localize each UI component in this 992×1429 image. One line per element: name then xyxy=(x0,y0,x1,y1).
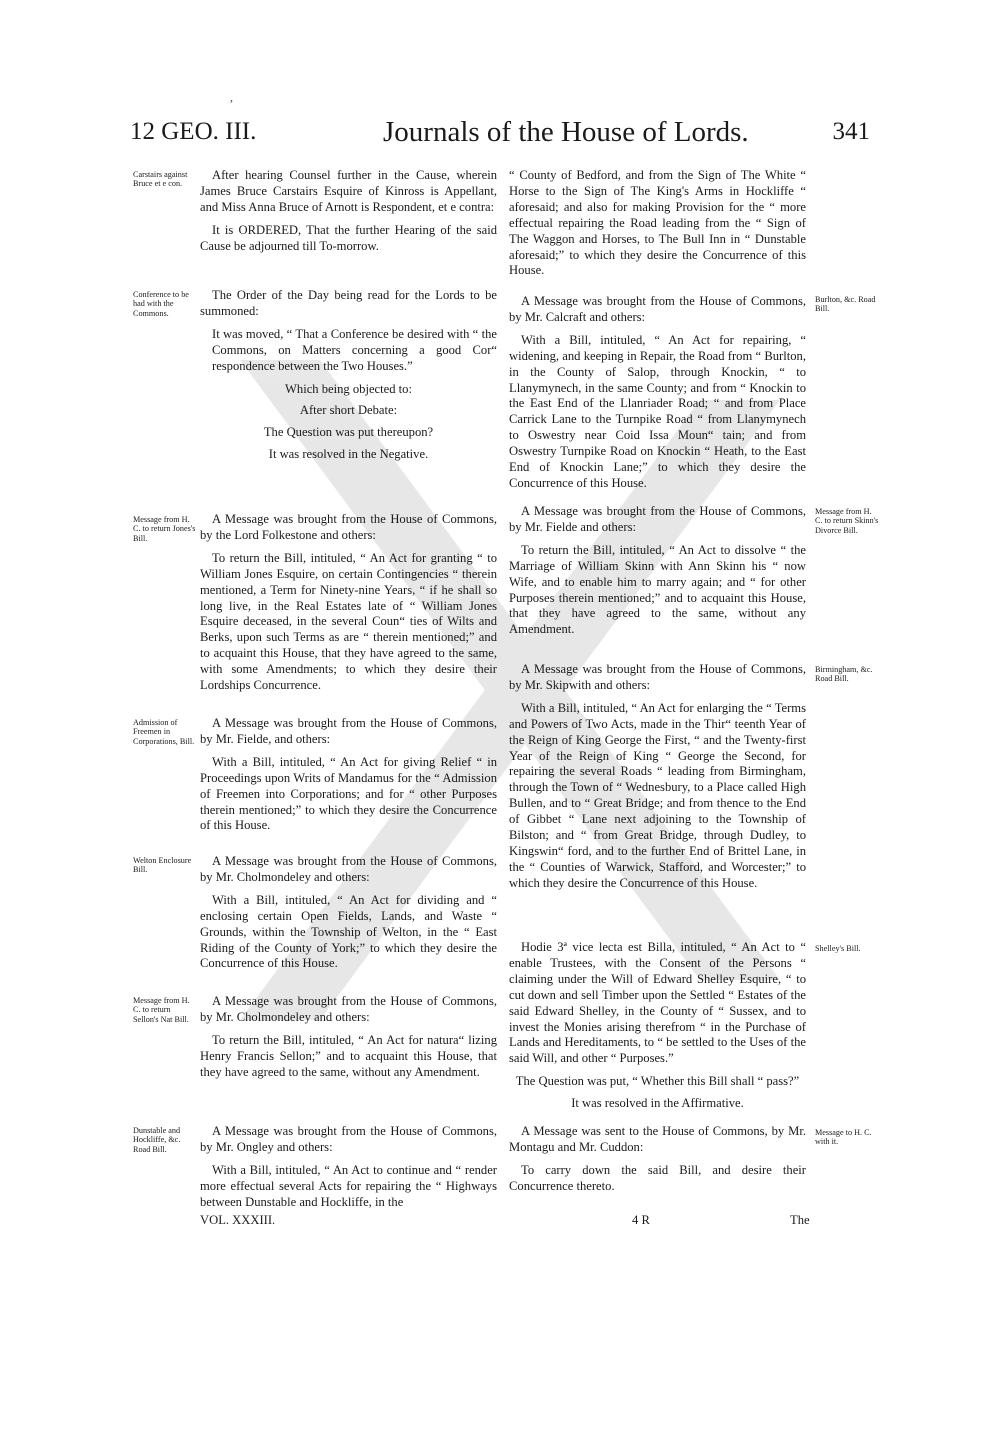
footer-signature: 4 R xyxy=(632,1213,650,1227)
entry-burlton xyxy=(509,294,806,499)
margin-note-shelley: Shelley's Bill. xyxy=(815,944,861,953)
paragraph: After short Debate: xyxy=(299,403,398,418)
paragraph: “ County of Bedford, and from the Sign of The White “ Horse to the Sign of The King's Arms in Hockliffe “ aforesaid; and also for making Provision for the “ more effectual repairing the Road leading from the “ Sign of The Waggon and Horses, to The Bull Inn in “ Dunstable aforesaid;” to which they desire the Concurrence of this House. xyxy=(509,168,806,278)
paragraph: A Message was brought from the House of Commons, by Mr. Cholmondeley and others: xyxy=(200,854,497,884)
paragraph: Hodie 3ª vice lecta est Billa, intituled, “ An Act to “ enable Trustees, with the Consent of the Persons “ claiming under the Will of Edward Shelley Esquire, “ to cut down and sell Timber upon the Settled “ Estates of the said Edward Shelley, in the County of “ Sussex, and to invest the Monies arising therefrom “ in the Purchase of Lands and Hereditaments, to “ be settled to the Uses of the said Will, and other “ Purposes.” xyxy=(509,940,806,1066)
page-title: Journals of the House of Lords. xyxy=(383,116,749,148)
entry-shelley xyxy=(509,940,806,1118)
margin-note-jones: Message from H. C. to return Jones's Bill. xyxy=(133,515,196,543)
paragraph: With a Bill, intituled, “ An Act for giving Relief “ in Proceedings upon Writs of Mandamus for the “ Admission of Freemen into Corporations; and for “ other Purposes therein mentioned;” to which they desire the Concurrence of this House. xyxy=(200,754,497,833)
paragraph: A Message was brought from the House of Commons, by the Lord Folkestone and others: xyxy=(200,512,497,542)
footer-catchword: The xyxy=(790,1213,810,1227)
footer-volume: VOL. XXXIII. xyxy=(200,1213,276,1227)
entry-conference xyxy=(200,288,497,469)
page-header xyxy=(130,118,870,158)
paragraph: A Message was brought from the House of Commons, by Mr. Cholmondeley and others: xyxy=(200,994,497,1024)
margin-note-skinn: Message from H. C. to return Skinn's Divorce Bill. xyxy=(815,507,879,535)
paragraph: With a Bill, intituled, “ An Act for enlarging the “ Terms and Powers of Two Acts, made in the Thir“ teenth Year of the Reign of King George the First, “ and the Twenty-first Year of the Reign of King “ George the Second, for repairing the several Roads “ leading from Birmingham, through the Town of “ Wednesbury, to a Place called High Bullen, and to “ Great Bridge; and from thence to the End of Gibbet “ Lane next adjoining to the Township of Bilston; and “ from Great Bridge, through Dudley, to Kingswin“ ford, and to the further End of Brittel Lane, in the “ Counties of Warwick, Stafford, and Worcester;” to which they desire the Concurrence of this House. xyxy=(509,700,806,890)
paragraph: It was resolved in the Negative. xyxy=(268,447,429,462)
paragraph: With a Bill, intituled, “ An Act to continue and “ render more effectual several Acts for repairing the “ Highways between Dunstable and Hockliffe, in the xyxy=(200,1162,497,1209)
paragraph: A Message was brought from the House of Commons, by Mr. Calcraft and others: xyxy=(509,294,806,324)
paragraph: A Message was brought from the House of Commons, by Mr. Skipwith and others: xyxy=(509,662,806,692)
paragraph: To return the Bill, intituled, “ An Act for granting “ to William Jones Esquire, on certain Contingencies “ therein mentioned, a Term for Ninety-nine Years, “ if he shall so long live, in the Real Estates late of “ William Jones Esquire deceased, in the several Coun“ ties of Wilts and Berks, upon such Terms as are “ therein mentioned;” and to acquaint this House, that they have agreed to the same, with some Amendments; to which they desire their Lordships Concurrence. xyxy=(200,550,497,693)
page-number: 341 xyxy=(832,118,870,145)
entry-freemen xyxy=(200,716,497,841)
margin-note-message-hc: Message to H. C. with it. xyxy=(815,1128,872,1147)
margin-note-freemen: Admission of Freemen in Corporations, Bill. xyxy=(133,718,195,746)
paragraph: The Question was put thereupon? xyxy=(263,425,434,440)
paragraph: After hearing Counsel further in the Cause, wherein James Bruce Carstairs Esquire of Kinross is Appellant, and Miss Anna Bruce of Arnott is Respondent, et e contra: xyxy=(200,168,497,214)
entry-skinn xyxy=(509,504,806,645)
paragraph: It was moved, “ That a Conference be desired with “ the Commons, on Matters concerning a good Cor“ respondence between the Two Houses.” xyxy=(212,326,497,373)
paragraph: With a Bill, intituled, “ An Act for repairing, “ widening, and keeping in Repair, the Road from “ Burlton, in the County of Salop, through Knockin, “ to Llanymynech, in the same County; and from “ Knockin to the East End of the Llanriader Road; “ and from Place Carrick Lane to the Turnpike Road “ from Llanymynech to Oswestry near Coid Issa Moun“ tain; and from Oswestry Turnpike Road on Knockin “ Heath, to the East End of Knockin Lane;” to which they desire the Concurrence of this House. xyxy=(509,332,806,490)
margin-note-conference: Conference to be had with the Commons. xyxy=(133,290,189,318)
paragraph: A Message was brought from the House of Commons, by Mr. Ongley and others: xyxy=(200,1124,497,1154)
margin-note-dunstable: Dunstable and Hockliffe, &c. Road Bill. xyxy=(133,1126,181,1154)
entry-sellon xyxy=(200,994,497,1088)
paragraph: With a Bill, intituled, “ An Act for dividing and “ enclosing certain Open Fields, Lands, and Waste “ Grounds, within the Township of Welton, in the “ East Riding of the County of York;” to which they desire the Concurrence of this House. xyxy=(200,892,497,971)
margin-note-carstairs: Carstairs against Bruce et e con. xyxy=(133,170,188,189)
paragraph: It was resolved in the Affirmative. xyxy=(571,1096,744,1111)
entry-birmingham xyxy=(509,662,806,899)
entry-dunstable xyxy=(200,1124,497,1218)
paragraph: To return the Bill, intituled, “ An Act for natura“ lizing Henry Francis Sellon;” and to acquaint this House, that they have agreed to the same, without any Amendment. xyxy=(200,1032,497,1079)
margin-note-welton: Welton Enclosure Bill. xyxy=(133,856,192,875)
paragraph: The Order of the Day being read for the Lords to be summoned: xyxy=(200,288,497,318)
paragraph: A Message was brought from the House of Commons, by Mr. Fielde, and others: xyxy=(200,716,497,746)
entry-carstairs xyxy=(200,168,497,262)
entry-message-to-commons xyxy=(509,1124,806,1202)
paragraph: It is ORDERED, That the further Hearing of the said Cause be adjourned till To-morrow. xyxy=(200,222,497,253)
paragraph: To return the Bill, intituled, “ An Act to dissolve “ the Marriage of William Skinn with Ann Skinn his “ now Wife, and to enable him to marry again; and “ for other Purposes therein mentioned;” and to acquaint this House, that they have agreed to the same, without any Amendment. xyxy=(509,542,806,637)
margin-note-burlton: Burlton, &c. Road Bill. xyxy=(815,295,876,314)
margin-note-birmingham: Birmingham, &c. Road Bill. xyxy=(815,665,873,684)
stray-mark: , xyxy=(230,90,233,104)
paragraph: Which being objected to: xyxy=(285,381,412,396)
entry-jones xyxy=(200,512,497,701)
paragraph: To carry down the said Bill, and desire their Concurrence thereto. xyxy=(509,1162,806,1193)
paragraph: A Message was brought from the House of Commons, by Mr. Fielde and others: xyxy=(509,504,806,534)
margin-note-sellon: Message from H. C. to return Sellon's Nat Bill. xyxy=(133,996,190,1024)
paragraph: The Question was put, “ Whether this Bill shall “ pass?” xyxy=(515,1074,800,1089)
regnal-year: 12 GEO. III. xyxy=(130,118,257,145)
paragraph: A Message was sent to the House of Commons, by Mr. Montagu and Mr. Cuddon: xyxy=(509,1124,806,1154)
entry-dunstable-continued xyxy=(509,168,806,286)
entry-welton xyxy=(200,854,497,979)
